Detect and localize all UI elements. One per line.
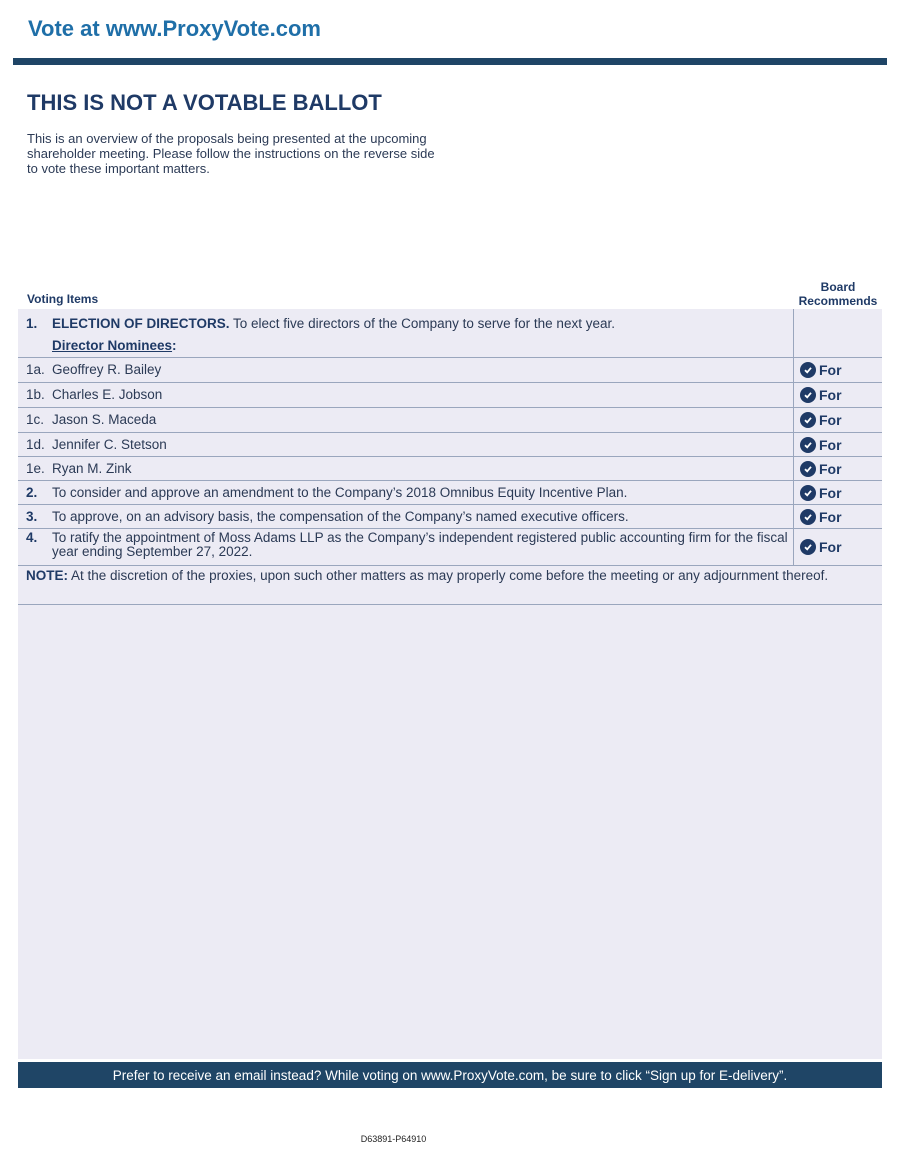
top-rule xyxy=(13,58,887,65)
recommendation-text: For xyxy=(819,460,842,477)
proposal-row xyxy=(18,529,882,566)
proxyvote-site-link[interactable]: Vote at www.ProxyVote.com xyxy=(28,16,321,41)
check-circle-icon xyxy=(800,539,816,555)
proposal-number: 4. xyxy=(26,530,38,545)
nominee-name: Charles E. Jobson xyxy=(52,387,163,402)
note-label: NOTE: xyxy=(26,568,68,583)
director-nominees-label xyxy=(52,338,177,353)
nominee-row xyxy=(18,457,882,481)
recommendation-text: For xyxy=(819,412,842,428)
proposal-row xyxy=(18,505,882,529)
recommendation-cell xyxy=(793,383,882,407)
check-circle-icon xyxy=(800,509,816,525)
proposal-row-election xyxy=(18,309,882,358)
election-title xyxy=(26,316,615,331)
nominee-row xyxy=(18,433,882,457)
board-recommends-label xyxy=(794,280,882,308)
nominee-number: 1b. xyxy=(26,387,45,402)
voting-items-label: Voting Items xyxy=(27,292,99,306)
note-row xyxy=(18,566,882,605)
recommendation-cell xyxy=(793,529,882,565)
proposal-text: To consider and approve an amendment to the Company’s 2018 Omnibus Equity Incentive Plan. xyxy=(52,484,628,500)
board-label-line2: Recommends xyxy=(798,294,878,308)
check-circle-icon xyxy=(800,387,816,403)
check-circle-icon xyxy=(800,461,816,477)
recommendation-cell xyxy=(793,457,882,480)
director-nominees-colon: : xyxy=(172,338,177,353)
document-code: D63891-P64910 xyxy=(360,1134,427,1144)
check-circle-icon xyxy=(800,362,816,378)
board-label-line1: Board xyxy=(820,280,856,294)
recommendation-cell xyxy=(793,433,882,456)
recommendation-cell xyxy=(793,481,882,504)
note-text: At the discretion of the proxies, upon such other matters as may properly come before the meeting or any adjournment thereof. xyxy=(71,568,829,583)
proposal-text: To approve, on an advisory basis, the compensation of the Company’s named executive officers. xyxy=(52,508,629,524)
director-nominees-text: Director Nominees xyxy=(52,338,173,353)
recommendation-cell xyxy=(793,358,882,382)
nominee-row xyxy=(18,358,882,383)
recommendation-text: For xyxy=(819,436,842,453)
check-circle-icon xyxy=(800,412,816,428)
proposal-number: 1. xyxy=(26,316,38,331)
intro-text: This is an overview of the proposals being presented at the upcoming shareholder meeting. Please follow the instructions on the reverse side to vote these important matters. xyxy=(27,131,435,176)
ballot-panel xyxy=(18,309,882,1059)
nominee-name: Ryan M. Zink xyxy=(52,460,132,476)
edelivery-banner: Prefer to receive an email instead? While voting on www.ProxyVote.com, be sure to click “Sign up for E-delivery”. xyxy=(18,1062,882,1088)
recommendation-cell xyxy=(793,505,882,528)
proposal-row xyxy=(18,481,882,505)
proposal-number: 2. xyxy=(26,484,38,500)
nominee-row xyxy=(18,408,882,433)
recommendation-cell xyxy=(793,309,882,357)
nominee-number: 1c. xyxy=(26,412,45,427)
recommendation-text: For xyxy=(819,362,842,378)
nominee-name: Jennifer C. Stetson xyxy=(52,436,167,452)
page-title: THIS IS NOT A VOTABLE BALLOT xyxy=(27,90,382,115)
election-text: To elect five directors of the Company to serve for the next year. xyxy=(233,316,615,331)
proposal-number: 3. xyxy=(26,508,38,524)
nominee-number: 1d. xyxy=(26,436,45,452)
nominee-number: 1e. xyxy=(26,460,45,476)
recommendation-text: For xyxy=(819,539,842,555)
recommendation-cell xyxy=(793,408,882,432)
nominee-name: Jason S. Maceda xyxy=(52,412,157,427)
recommendation-text: For xyxy=(819,508,842,525)
nominee-row xyxy=(18,383,882,408)
election-heading: ELECTION OF DIRECTORS. xyxy=(52,316,230,331)
check-circle-icon xyxy=(800,437,816,453)
check-circle-icon xyxy=(800,485,816,501)
recommendation-text: For xyxy=(819,387,842,403)
recommendation-text: For xyxy=(819,484,842,501)
nominee-name: Geoffrey R. Bailey xyxy=(52,362,162,377)
proposal-text: To ratify the appointment of Moss Adams LLP as the Company’s independent registered public accounting firm for the fiscal year ending September 27, 2022. xyxy=(52,530,788,559)
nominee-number: 1a. xyxy=(26,362,45,377)
